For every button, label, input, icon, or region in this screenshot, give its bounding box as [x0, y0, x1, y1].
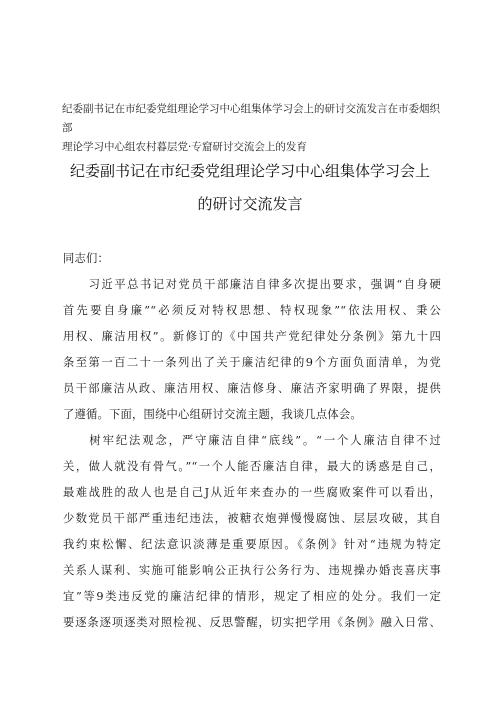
document-body [63, 246, 441, 636]
paragraph-line: 我约束松懈、纪法意识淡薄是重要原因。《条例》针对“违规为特定 [63, 538, 441, 551]
paragraph-line: 要逐条逐项逐类对照检视、反思警醒，切实把学用《条例》融入日常、 [63, 616, 441, 629]
document-header [62, 100, 442, 157]
paragraph-line: 少数党员干部严重违纪违法，被糖衣炮弹慢慢腐蚀、层层攻破，其自 [63, 512, 441, 525]
paragraph-2 [63, 428, 441, 636]
header-line-1: 纪委副书记在市纪委党组理论学习中心组集体学习会上的研讨交流发言在市委烟织部 [62, 103, 440, 134]
header-line-2: 理论学习中心组农村暮层党·专窟研讨交流会上的发育 [62, 141, 307, 153]
paragraph-line: 条至第一百二十一条列出了关于廉洁纪律的9个方面负面清单，为党 [63, 356, 441, 369]
paragraph-line: 首先要自身廉”“必须反对特权思想、特权现象”“依法用权、秉公 [63, 304, 441, 317]
paragraph-line: 关系人谋利、实施可能影响公正执行公务行为、违规操办婚丧喜庆事 [63, 564, 441, 577]
title-line-2: 的研讨交流发言 [197, 195, 303, 213]
paragraph-1 [63, 272, 441, 428]
paragraph-line: 树牢纪法观念，严守廉洁自律“底线”。“一个人廉洁自律不过 [63, 434, 441, 447]
paragraph-line: 习近平总书记对党员干部廉洁自律多次提出要求，强调“自身硬 [63, 278, 441, 291]
paragraph-line: 用权、廉洁用权”。新修订的《中国共产党纪律处分条例》第九十四 [63, 330, 441, 343]
paragraph-line: 宜”等9类违反党的廉洁纪律的情形，规定了相应的处分。我们一定 [63, 590, 441, 603]
paragraph-line: 了遵循。下面，围绕中心组研讨交流主题，我谈几点体会。 [63, 408, 362, 421]
paragraph-line: 关，做人就没有骨气。”“一个人能否廉洁自律，最大的诱惑是自己， [63, 460, 441, 473]
paragraph-line: 员干部廉洁从政、廉洁用权、廉洁修身、廉洁齐家明确了界限，提供 [63, 382, 441, 395]
page-title [60, 159, 440, 217]
salutation: 同志们： [63, 252, 109, 265]
paragraph-line: 最难战胜的敌人也是自己J从近年来查办的一些腐败案件可以看出， [63, 486, 441, 499]
title-line-1: 纪委副书记在市纪委党组理论学习中心组集体学习会上 [69, 162, 430, 180]
